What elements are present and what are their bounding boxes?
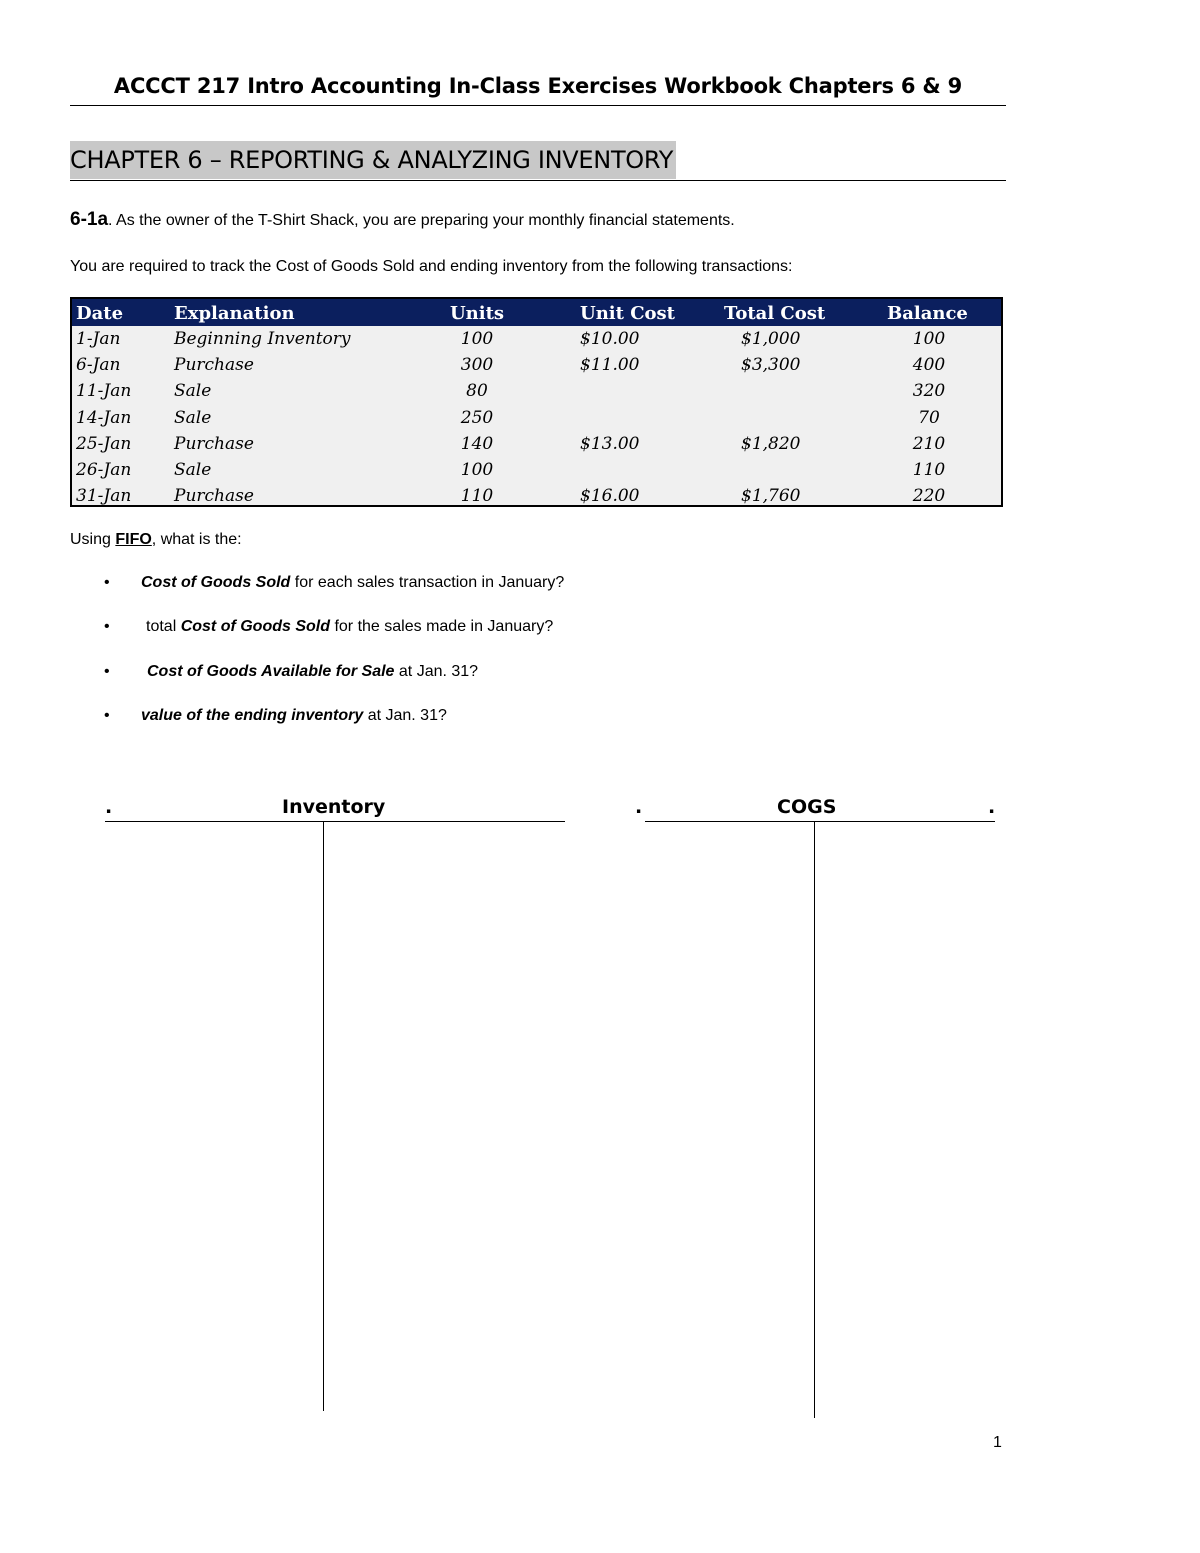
header-rule	[70, 105, 1006, 106]
cell-units: 300	[460, 355, 494, 376]
cell-balance: 210	[912, 433, 946, 454]
question-method: FIFO	[115, 531, 152, 548]
page-header: ACCCT 217 Intro Accounting In-Class Exercises Workbook Chapters 6 & 9	[113, 74, 963, 98]
bullet-icon: •	[104, 574, 110, 591]
cell-explanation: Purchase	[174, 486, 254, 507]
exercise-number: 6-1a	[70, 209, 109, 230]
table-row	[72, 483, 1001, 507]
chapter-title: CHAPTER 6 – REPORTING & ANALYZING INVENTORY	[70, 141, 676, 179]
cell-balance: 110	[912, 459, 946, 480]
bullet-emphasis: Cost of Goods Sold	[141, 574, 291, 591]
question-prefix: Using	[70, 531, 116, 548]
cell-explanation: Sale	[174, 381, 212, 402]
bullet-icon: •	[104, 618, 110, 636]
cell-balance: 320	[912, 381, 946, 402]
bullet-rest: at Jan. 31?	[394, 662, 479, 680]
question-prompt	[70, 531, 242, 549]
bullet-rest: for the sales made in January?	[330, 618, 554, 636]
cell-balance: 70	[918, 407, 940, 428]
column-header-units: Units	[449, 303, 505, 324]
table-body	[72, 326, 1001, 507]
table-row	[72, 457, 1001, 483]
inventory-account-underline	[105, 821, 565, 822]
inventory-account-dot: .	[105, 796, 113, 818]
cell-date: 11-Jan	[76, 381, 132, 402]
column-header-explanation: Explanation	[174, 303, 295, 324]
cell-explanation: Sale	[174, 459, 212, 480]
bullet-text	[141, 574, 564, 592]
table-row	[72, 326, 1001, 352]
cell-unit-cost: $10.00	[580, 329, 640, 349]
bullet-emphasis: value of the ending inventory	[141, 706, 364, 724]
cell-date: 26-Jan	[76, 459, 132, 480]
inventory-account-title: Inventory	[282, 796, 386, 818]
bullet-icon: •	[104, 706, 110, 724]
column-header-balance: Balance	[887, 303, 968, 324]
cogs-account-title: COGS	[777, 796, 837, 818]
bullet-text	[141, 707, 447, 725]
column-header-total-cost: Total Cost	[724, 303, 826, 324]
cell-explanation: Sale	[174, 407, 212, 428]
exercise-intro-text: . As the owner of the T-Shirt Shack, you are preparing your monthly financial statements.	[108, 212, 735, 229]
cogs-account-divider	[814, 821, 815, 1418]
bullet-lead: total	[146, 618, 181, 636]
table-row	[72, 431, 1001, 457]
cell-unit-cost: $11.00	[580, 355, 640, 376]
cell-balance: 400	[912, 355, 946, 376]
cell-date: 1-Jan	[76, 329, 121, 349]
exercise-instruction: You are required to track the Cost of Goods Sold and ending inventory from the following transactions:	[70, 258, 793, 275]
cell-units: 100	[460, 329, 494, 349]
column-header-date: Date	[76, 303, 124, 324]
cell-explanation: Purchase	[174, 433, 254, 454]
cell-units: 100	[460, 459, 494, 480]
question-suffix: , what is the:	[151, 531, 242, 548]
cell-explanation: Purchase	[174, 355, 254, 376]
exercise-intro	[70, 209, 735, 231]
bullet-rest: at Jan. 31?	[363, 706, 447, 724]
cell-units: 250	[460, 407, 494, 428]
cell-date: 31-Jan	[76, 486, 132, 507]
cell-total-cost: $1,820	[741, 433, 801, 454]
bullet-icon: •	[104, 662, 110, 680]
cell-balance: 220	[912, 486, 946, 507]
bullet-emphasis: Cost of Goods Sold	[180, 618, 331, 636]
cell-total-cost: $1,000	[741, 329, 801, 349]
table-row	[72, 352, 1001, 378]
cell-total-cost: $3,300	[741, 355, 801, 376]
table-row	[72, 405, 1001, 431]
cell-date: 25-Jan	[76, 433, 132, 454]
column-header-unit-cost: Unit Cost	[580, 303, 675, 324]
cell-total-cost: $1,760	[741, 486, 801, 507]
cell-date: 6-Jan	[76, 355, 121, 376]
cell-explanation: Beginning Inventory	[174, 329, 351, 349]
cell-unit-cost: $16.00	[580, 486, 640, 507]
cell-units: 110	[460, 486, 494, 507]
cogs-account-dot: .	[635, 796, 643, 818]
transactions-table	[70, 297, 1003, 507]
chapter-rule	[70, 180, 1006, 181]
cogs-account-end-dot: .	[988, 796, 996, 818]
bullet-rest: for each sales transaction in January?	[290, 574, 565, 591]
table-header-row	[72, 299, 1001, 326]
bullet-text	[147, 663, 478, 681]
bullet-emphasis: Cost of Goods Available for Sale	[147, 662, 395, 680]
cell-date: 14-Jan	[76, 407, 132, 428]
table-row	[72, 378, 1001, 404]
bullet-text	[146, 618, 553, 636]
cell-units: 140	[460, 433, 494, 454]
page-number: 1	[993, 1434, 1002, 1451]
inventory-account-divider	[323, 821, 324, 1411]
cell-balance: 100	[912, 329, 946, 349]
cell-units: 80	[466, 381, 488, 402]
cogs-account-underline	[645, 821, 995, 822]
cell-unit-cost: $13.00	[580, 433, 640, 454]
